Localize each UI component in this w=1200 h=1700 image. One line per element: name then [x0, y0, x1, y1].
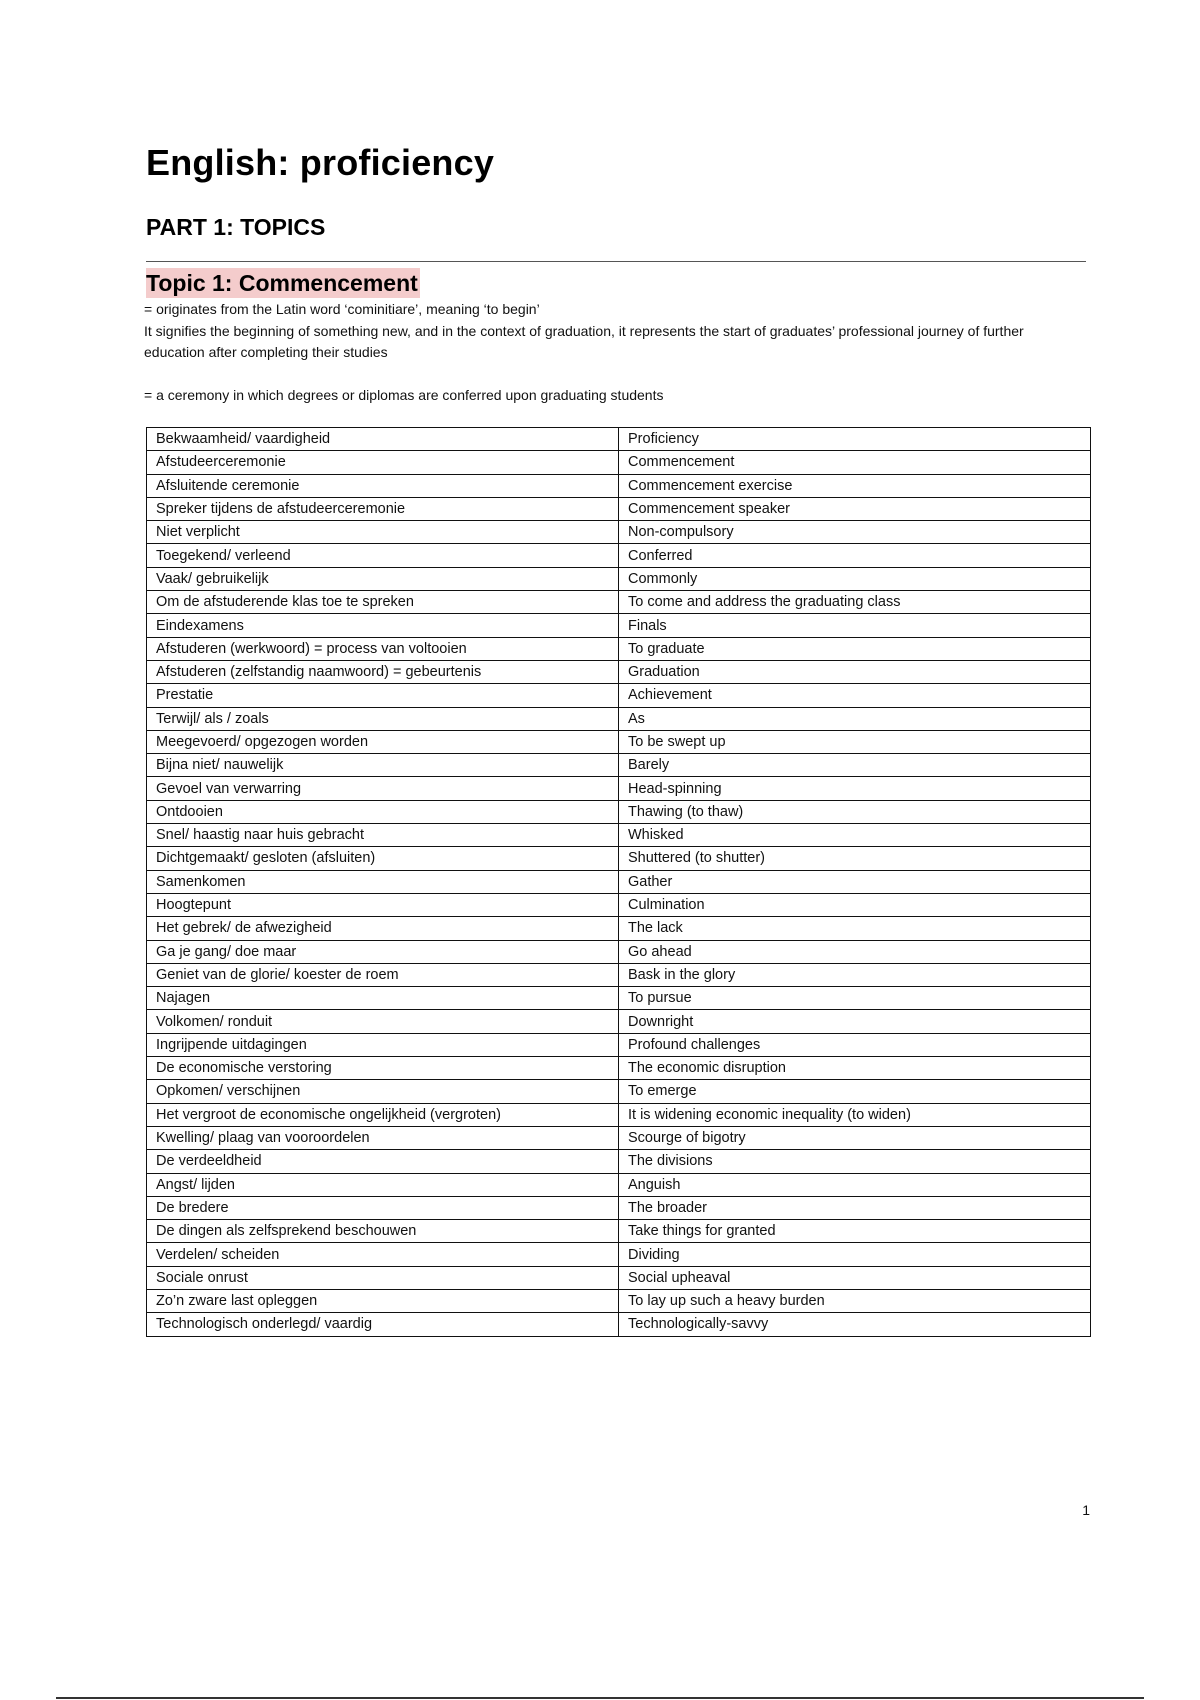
- table-row: [147, 544, 1091, 567]
- horizontal-divider: [146, 261, 1086, 262]
- table-row: [147, 824, 1091, 847]
- table-row: [147, 730, 1091, 753]
- table-row: [147, 1220, 1091, 1243]
- english-term-cell: Commencement: [619, 451, 1091, 474]
- table-row: [147, 428, 1091, 451]
- table-row: [147, 614, 1091, 637]
- dutch-term-cell: Niet verplicht: [147, 521, 619, 544]
- topic-heading: Topic 1: Commencement: [146, 270, 418, 296]
- english-term-cell: To pursue: [619, 987, 1091, 1010]
- english-term-cell: To come and address the graduating class: [619, 591, 1091, 614]
- table-row: [147, 684, 1091, 707]
- dutch-term-cell: Angst/ lijden: [147, 1173, 619, 1196]
- english-term-cell: Whisked: [619, 824, 1091, 847]
- table-row: [147, 917, 1091, 940]
- table-row: [147, 637, 1091, 660]
- dutch-term-cell: De bredere: [147, 1196, 619, 1219]
- dutch-term-cell: Meegevoerd/ opgezogen worden: [147, 730, 619, 753]
- dutch-term-cell: Het vergroot de economische ongelijkheid (vergroten): [147, 1103, 619, 1126]
- topic-introduction: [144, 299, 1074, 406]
- dutch-term-cell: Eindexamens: [147, 614, 619, 637]
- english-term-cell: Gather: [619, 870, 1091, 893]
- dutch-term-cell: De dingen als zelfsprekend beschouwen: [147, 1220, 619, 1243]
- english-term-cell: Go ahead: [619, 940, 1091, 963]
- english-term-cell: Conferred: [619, 544, 1091, 567]
- english-term-cell: To graduate: [619, 637, 1091, 660]
- dutch-term-cell: Hoogtepunt: [147, 893, 619, 916]
- table-row: [147, 1196, 1091, 1219]
- intro-definition-ceremony: = a ceremony in which degrees or diplomas are conferred upon graduating students: [144, 386, 664, 403]
- table-row: [147, 1126, 1091, 1149]
- dutch-term-cell: Verdelen/ scheiden: [147, 1243, 619, 1266]
- dutch-term-cell: De economische verstoring: [147, 1057, 619, 1080]
- intro-definition-origin: = originates from the Latin word ‘cominitiare’, meaning ‘to begin’: [144, 301, 540, 317]
- english-term-cell: Graduation: [619, 660, 1091, 683]
- dutch-term-cell: Ingrijpende uitdagingen: [147, 1033, 619, 1056]
- dutch-term-cell: Ga je gang/ doe maar: [147, 940, 619, 963]
- table-row: [147, 567, 1091, 590]
- english-term-cell: Proficiency: [619, 428, 1091, 451]
- dutch-term-cell: Terwijl/ als / zoals: [147, 707, 619, 730]
- dutch-term-cell: Sociale onrust: [147, 1266, 619, 1289]
- table-row: [147, 870, 1091, 893]
- intro-significance: It signifies the beginning of something new, and in the context of graduation, it represents the start of graduates’ professional journey of further education after completing their studies: [144, 322, 1024, 360]
- english-term-cell: It is widening economic inequality (to widen): [619, 1103, 1091, 1126]
- dutch-term-cell: Bekwaamheid/ vaardigheid: [147, 428, 619, 451]
- dutch-term-cell: Afstuderen (zelfstandig naamwoord) = gebeurtenis: [147, 660, 619, 683]
- english-term-cell: Take things for granted: [619, 1220, 1091, 1243]
- table-row: [147, 591, 1091, 614]
- table-row: [147, 497, 1091, 520]
- dutch-term-cell: Om de afstuderende klas toe te spreken: [147, 591, 619, 614]
- english-term-cell: Technologically-savvy: [619, 1313, 1091, 1336]
- dutch-term-cell: Vaak/ gebruikelijk: [147, 567, 619, 590]
- english-term-cell: Social upheaval: [619, 1266, 1091, 1289]
- table-row: [147, 777, 1091, 800]
- english-term-cell: Dividing: [619, 1243, 1091, 1266]
- english-term-cell: The lack: [619, 917, 1091, 940]
- dutch-term-cell: Zo’n zware last opleggen: [147, 1289, 619, 1312]
- table-row: [147, 660, 1091, 683]
- english-term-cell: Anguish: [619, 1173, 1091, 1196]
- english-term-cell: Commencement speaker: [619, 497, 1091, 520]
- table-row: [147, 474, 1091, 497]
- dutch-term-cell: Technologisch onderlegd/ vaardig: [147, 1313, 619, 1336]
- table-row: [147, 1150, 1091, 1173]
- english-term-cell: Commonly: [619, 567, 1091, 590]
- english-term-cell: Head-spinning: [619, 777, 1091, 800]
- english-term-cell: Non-compulsory: [619, 521, 1091, 544]
- english-term-cell: Scourge of bigotry: [619, 1126, 1091, 1149]
- english-term-cell: Thawing (to thaw): [619, 800, 1091, 823]
- table-row: [147, 847, 1091, 870]
- vocabulary-table: [146, 427, 1091, 1337]
- dutch-term-cell: Prestatie: [147, 684, 619, 707]
- english-term-cell: The economic disruption: [619, 1057, 1091, 1080]
- table-row: [147, 451, 1091, 474]
- table-row: [147, 1033, 1091, 1056]
- dutch-term-cell: Dichtgemaakt/ gesloten (afsluiten): [147, 847, 619, 870]
- table-row: [147, 707, 1091, 730]
- table-row: [147, 1313, 1091, 1336]
- table-row: [147, 521, 1091, 544]
- table-row: [147, 1103, 1091, 1126]
- english-term-cell: Downright: [619, 1010, 1091, 1033]
- english-term-cell: To emerge: [619, 1080, 1091, 1103]
- table-row: [147, 1173, 1091, 1196]
- dutch-term-cell: Snel/ haastig naar huis gebracht: [147, 824, 619, 847]
- dutch-term-cell: Toegekend/ verleend: [147, 544, 619, 567]
- dutch-term-cell: Najagen: [147, 987, 619, 1010]
- english-term-cell: Culmination: [619, 893, 1091, 916]
- dutch-term-cell: Ontdooien: [147, 800, 619, 823]
- english-term-cell: The divisions: [619, 1150, 1091, 1173]
- table-row: [147, 754, 1091, 777]
- english-term-cell: Finals: [619, 614, 1091, 637]
- english-term-cell: As: [619, 707, 1091, 730]
- table-row: [147, 963, 1091, 986]
- english-term-cell: Commencement exercise: [619, 474, 1091, 497]
- dutch-term-cell: De verdeeldheid: [147, 1150, 619, 1173]
- table-row: [147, 1266, 1091, 1289]
- page-number: 1: [1082, 1502, 1090, 1518]
- dutch-term-cell: Afstudeerceremonie: [147, 451, 619, 474]
- dutch-term-cell: Gevoel van verwarring: [147, 777, 619, 800]
- english-term-cell: Achievement: [619, 684, 1091, 707]
- dutch-term-cell: Samenkomen: [147, 870, 619, 893]
- english-term-cell: Profound challenges: [619, 1033, 1091, 1056]
- vocabulary-table-body: [147, 428, 1091, 1337]
- english-term-cell: To lay up such a heavy burden: [619, 1289, 1091, 1312]
- part-heading: PART 1: TOPICS: [146, 214, 326, 240]
- table-row: [147, 893, 1091, 916]
- table-row: [147, 940, 1091, 963]
- document-title: English: proficiency: [146, 142, 495, 183]
- dutch-term-cell: Geniet van de glorie/ koester de roem: [147, 963, 619, 986]
- table-row: [147, 987, 1091, 1010]
- dutch-term-cell: Bijna niet/ nauwelijk: [147, 754, 619, 777]
- table-row: [147, 1080, 1091, 1103]
- page-bottom-divider: [56, 1697, 1144, 1699]
- english-term-cell: The broader: [619, 1196, 1091, 1219]
- dutch-term-cell: Spreker tijdens de afstudeerceremonie: [147, 497, 619, 520]
- english-term-cell: Bask in the glory: [619, 963, 1091, 986]
- english-term-cell: Shuttered (to shutter): [619, 847, 1091, 870]
- table-row: [147, 1289, 1091, 1312]
- dutch-term-cell: Afsluitende ceremonie: [147, 474, 619, 497]
- table-row: [147, 1243, 1091, 1266]
- table-row: [147, 800, 1091, 823]
- dutch-term-cell: Het gebrek/ de afwezigheid: [147, 917, 619, 940]
- english-term-cell: To be swept up: [619, 730, 1091, 753]
- dutch-term-cell: Volkomen/ ronduit: [147, 1010, 619, 1033]
- dutch-term-cell: Kwelling/ plaag van vooroordelen: [147, 1126, 619, 1149]
- table-row: [147, 1057, 1091, 1080]
- dutch-term-cell: Afstuderen (werkwoord) = process van voltooien: [147, 637, 619, 660]
- english-term-cell: Barely: [619, 754, 1091, 777]
- table-row: [147, 1010, 1091, 1033]
- dutch-term-cell: Opkomen/ verschijnen: [147, 1080, 619, 1103]
